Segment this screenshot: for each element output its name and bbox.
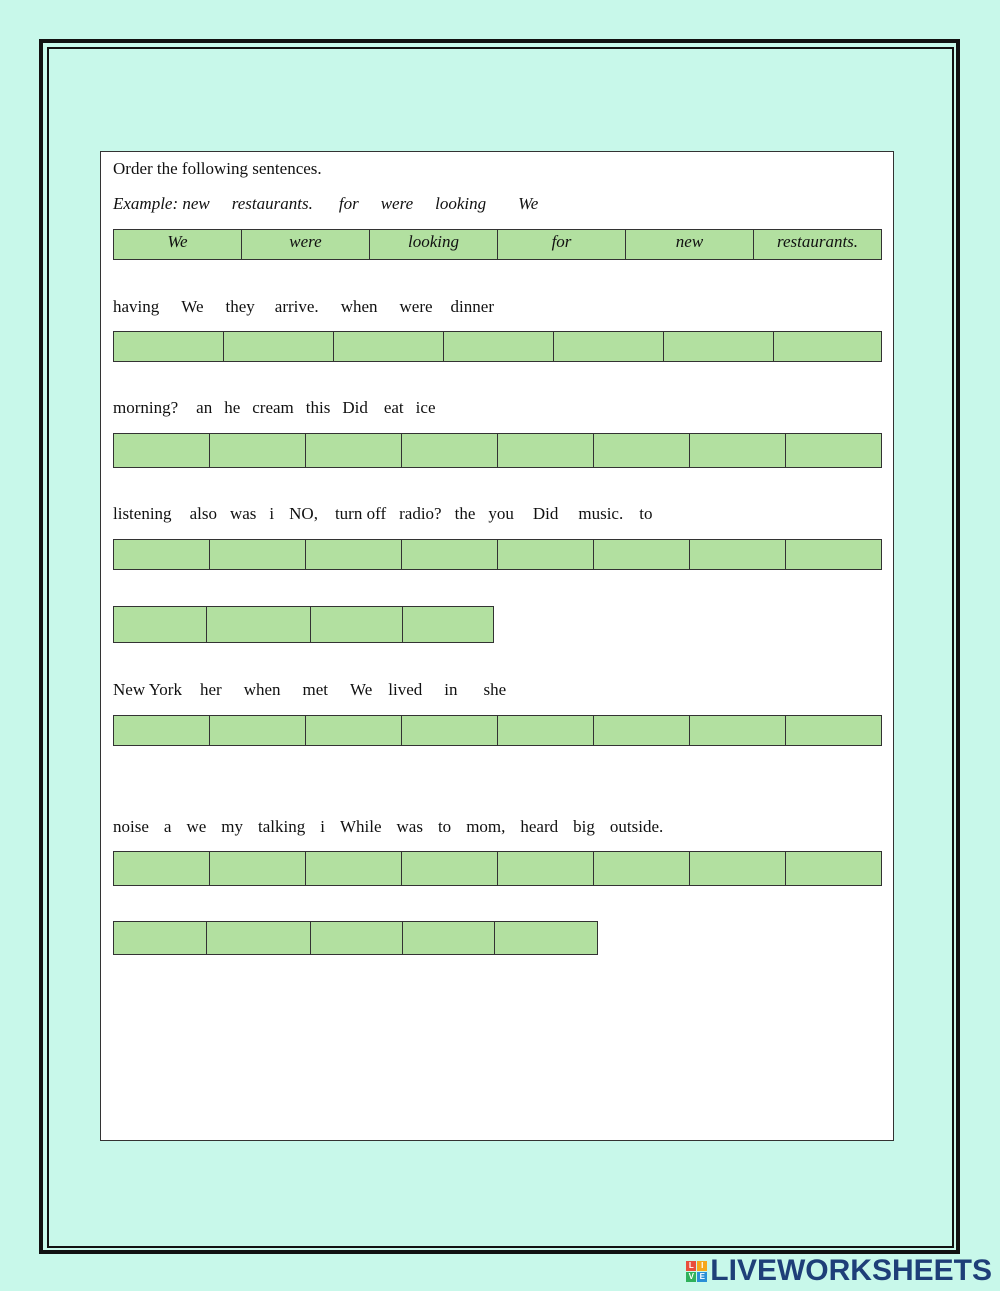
answer-slot[interactable] [113,331,223,362]
word-token: in [444,680,458,699]
answer-slot[interactable] [305,539,401,570]
answer-slot[interactable] [402,921,494,955]
scrambled-words-5 [113,817,663,837]
word-token: a [163,817,172,836]
word-token: listening [113,504,172,523]
answer-cell: new [625,229,753,260]
answer-slot[interactable] [689,433,785,468]
liveworksheets-logo [686,1256,992,1286]
word-token: he [224,398,241,417]
answer-slot[interactable] [593,433,689,468]
answer-slot[interactable] [333,331,443,362]
word-token: her [199,680,222,699]
word-token: this [305,398,331,417]
word-token: radio? [399,504,442,523]
logo-letter: V [686,1272,696,1282]
logo-text: LIVEWORKSHEETS [710,1254,992,1287]
answer-slot[interactable] [305,433,401,468]
answer-slot[interactable] [689,539,785,570]
word-token: i [320,817,325,836]
answer-row-1 [113,331,882,362]
answer-cell: restaurants. [753,229,882,260]
answer-slot[interactable] [773,331,882,362]
word-token: they [225,297,255,316]
answer-slot[interactable] [402,606,494,643]
word-token: was [229,504,257,523]
answer-slot[interactable] [689,715,785,746]
word-token: an [196,398,213,417]
answer-cell: were [241,229,369,260]
word-token: big [573,817,595,836]
answer-slot[interactable] [497,433,593,468]
answer-slot[interactable] [209,851,305,886]
word-token: talking [258,817,306,836]
answer-slot[interactable] [401,539,497,570]
word-token: my [221,817,243,836]
answer-row-3a [113,539,882,570]
logo-letter: L [686,1261,696,1271]
answer-slot[interactable] [593,851,689,886]
word-token: when [243,680,281,699]
word-token: dinner [450,297,494,316]
example-word: Example: new [113,194,210,213]
word-token: New York [113,680,182,699]
answer-slot[interactable] [113,715,209,746]
answer-slot[interactable] [593,539,689,570]
answer-slot[interactable] [494,921,598,955]
scrambled-words-1 [113,297,494,317]
word-token: turn off [334,504,387,523]
answer-slot[interactable] [497,851,593,886]
word-token: arrive. [274,297,319,316]
word-token: lived [388,680,423,699]
word-token: you [488,504,514,523]
word-token: mom, [466,817,506,836]
example-word: restaurants. [231,194,313,213]
word-token: when [340,297,378,316]
worksheet [100,151,894,1141]
word-token: heard [520,817,559,836]
word-token: noise [113,817,149,836]
word-token: to [639,504,653,523]
logo-letter: E [697,1272,707,1282]
answer-row-5b [113,921,598,955]
answer-slot[interactable] [206,606,310,643]
answer-row-5a [113,851,882,886]
answer-slot[interactable] [305,851,401,886]
answer-slot[interactable] [497,715,593,746]
answer-slot[interactable] [113,539,209,570]
word-token: Did [532,504,559,523]
word-token: we [186,817,207,836]
logo-badge-icon [686,1261,707,1282]
answer-row-3b [113,606,494,643]
word-token: cream [252,398,294,417]
answer-slot[interactable] [785,539,882,570]
word-token: she [483,680,507,699]
example-word: We [518,194,539,213]
word-token: was [396,817,423,836]
answer-slot[interactable] [401,715,497,746]
word-token: to [437,817,452,836]
instruction: Order the following sentences. [113,159,322,178]
answer-slot[interactable] [113,851,209,886]
example-word: were [380,194,414,213]
word-token: outside. [609,817,664,836]
scrambled-words-2 [113,398,436,418]
scrambled-words-3 [113,504,652,524]
answer-slot[interactable] [209,539,305,570]
word-token: We [181,297,204,316]
answer-cell: looking [369,229,497,260]
word-token: i [269,504,275,523]
answer-cell: We [113,229,241,260]
answer-slot[interactable] [113,606,206,643]
answer-slot[interactable] [223,331,333,362]
scrambled-words-4 [113,680,506,700]
answer-slot[interactable] [209,715,305,746]
answer-slot[interactable] [663,331,773,362]
answer-slot[interactable] [305,715,401,746]
word-token: ice [415,398,436,417]
answer-slot[interactable] [785,433,882,468]
answer-slot[interactable] [401,851,497,886]
example-word: for [338,194,359,213]
answer-slot[interactable] [401,433,497,468]
answer-cell: for [497,229,625,260]
word-token: eat [383,398,404,417]
answer-slot[interactable] [689,851,785,886]
word-token: Did [342,398,368,417]
logo-letter: I [697,1261,707,1271]
answer-slot[interactable] [310,606,402,643]
word-token: also [189,504,217,523]
answer-slot[interactable] [785,851,882,886]
example-word: looking [435,194,487,213]
answer-slot[interactable] [497,539,593,570]
answer-slot[interactable] [593,715,689,746]
word-token: While [339,817,382,836]
word-token: having [113,297,160,316]
answer-slot[interactable] [443,331,553,362]
answer-slot[interactable] [113,433,209,468]
answer-slot[interactable] [113,921,206,955]
word-token: NO, [289,504,318,523]
answer-slot[interactable] [310,921,402,955]
answer-slot[interactable] [553,331,663,362]
answer-slot[interactable] [209,433,305,468]
answer-row-2 [113,433,882,468]
word-token: We [350,680,373,699]
word-token: met [302,680,329,699]
word-token: morning? [113,398,179,417]
example-answer-row [113,229,882,260]
answer-slot[interactable] [785,715,882,746]
word-token: music. [578,504,624,523]
answer-row-4 [113,715,882,746]
answer-slot[interactable] [206,921,310,955]
example-prompt [113,194,538,214]
word-token: the [454,504,476,523]
word-token: were [399,297,433,316]
